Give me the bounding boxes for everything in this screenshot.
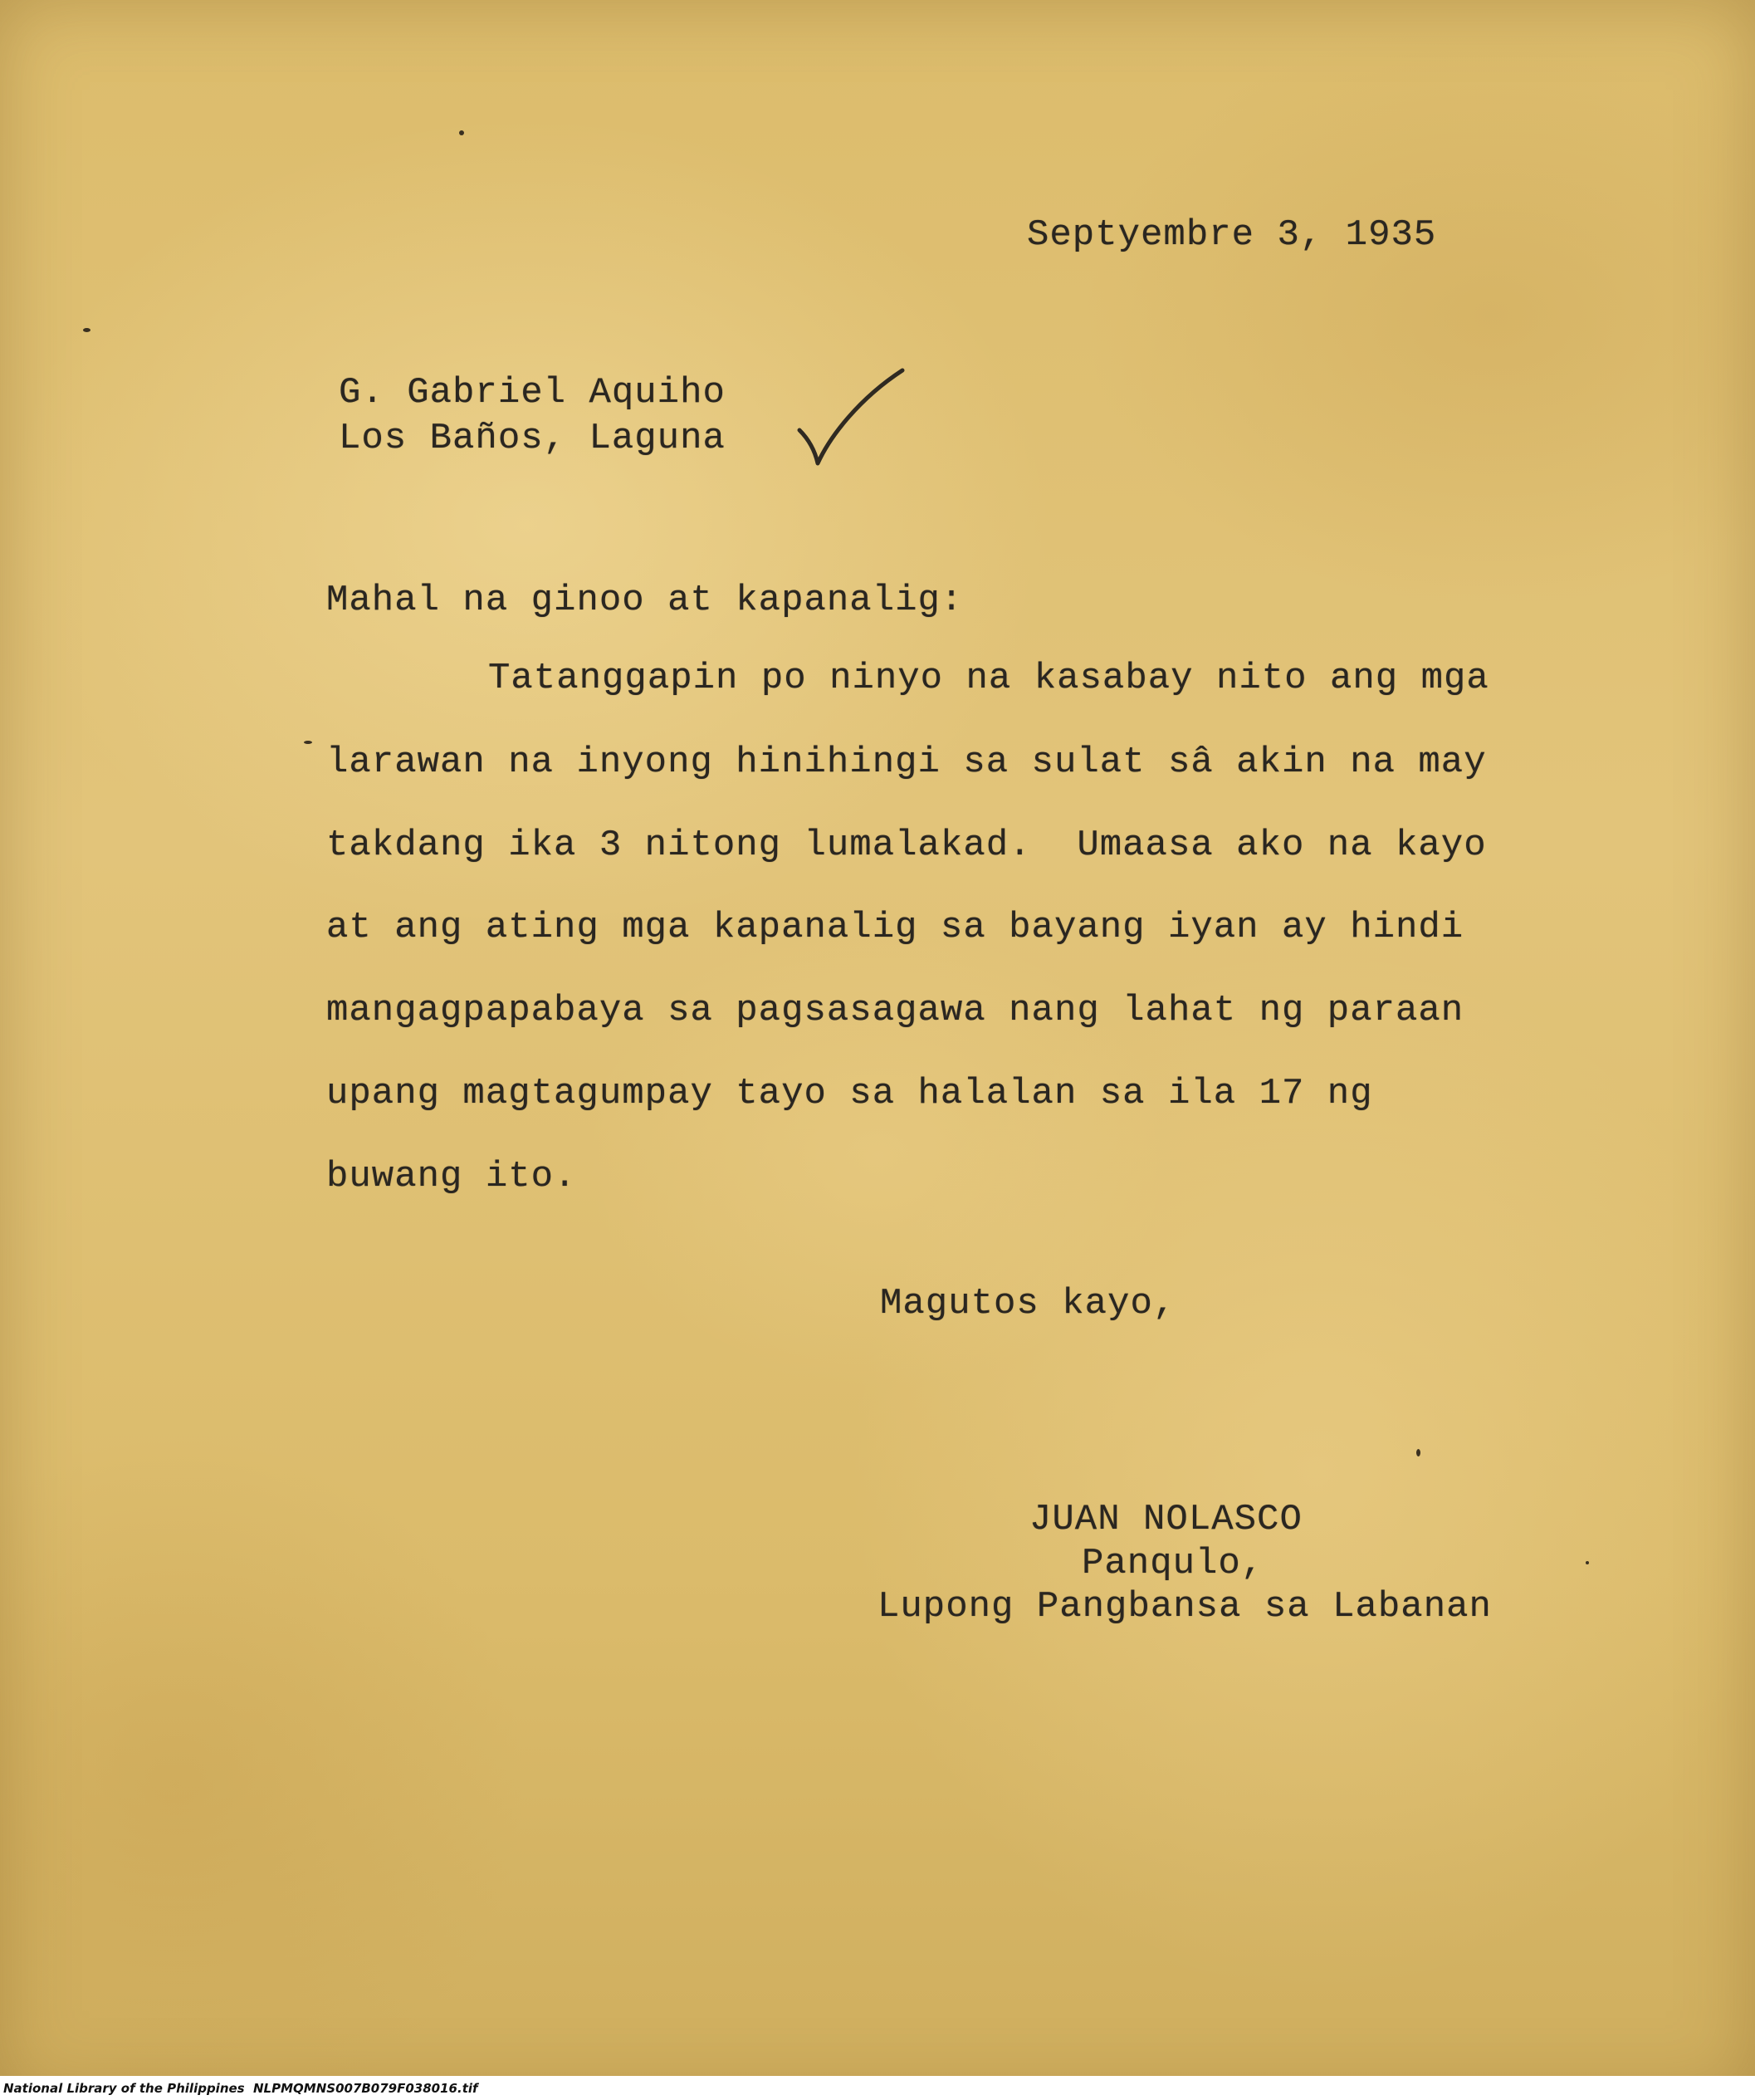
ink-speck: [1416, 1449, 1420, 1456]
body-line: larawan na inyong hinihingi sa sulat sâ akin na may: [326, 742, 1487, 783]
body-line: mangagpapabaya sa pagsasagawa nang lahat ng paraan: [326, 990, 1464, 1031]
checkmark-icon: [793, 365, 909, 469]
footer-file-id: NLPMQMNS007B079F038016.tif: [253, 2081, 478, 2096]
signatory-organization: Lupong Pangbansa sa Labanan: [878, 1586, 1492, 1628]
salutation: Mahal na ginoo at kapanalig:: [326, 580, 964, 621]
footer-institution: National Library of the Philippines: [3, 2081, 245, 2096]
letter-date: Septyembre 3, 1935: [1027, 214, 1437, 256]
ink-speck: [304, 741, 312, 744]
body-line: upang magtagumpay tayo sa halalan sa ila 17 ng: [326, 1073, 1373, 1114]
recipient-location: Los Baños, Laguna: [339, 418, 726, 459]
body-line: buwang ito.: [326, 1156, 577, 1197]
body-line: takdang ika 3 nitong lumalakad. Umaasa ako na kayo: [326, 825, 1487, 866]
signatory-name: JUAN NOLASCO: [1029, 1499, 1303, 1540]
recipient-name: G. Gabriel Aquiho: [339, 372, 726, 414]
body-line: at ang ating mga kapanalig sa bayang iyan ay hindi: [326, 907, 1464, 948]
ink-speck: [459, 130, 464, 135]
ink-speck: [83, 328, 90, 332]
ink-speck: [1586, 1561, 1589, 1564]
signatory-title: Panqulo,: [1082, 1543, 1264, 1584]
body-line: Tatanggapin po ninyo na kasabay nito ang mga: [488, 658, 1489, 699]
closing: Magutos kayo,: [880, 1283, 1176, 1324]
